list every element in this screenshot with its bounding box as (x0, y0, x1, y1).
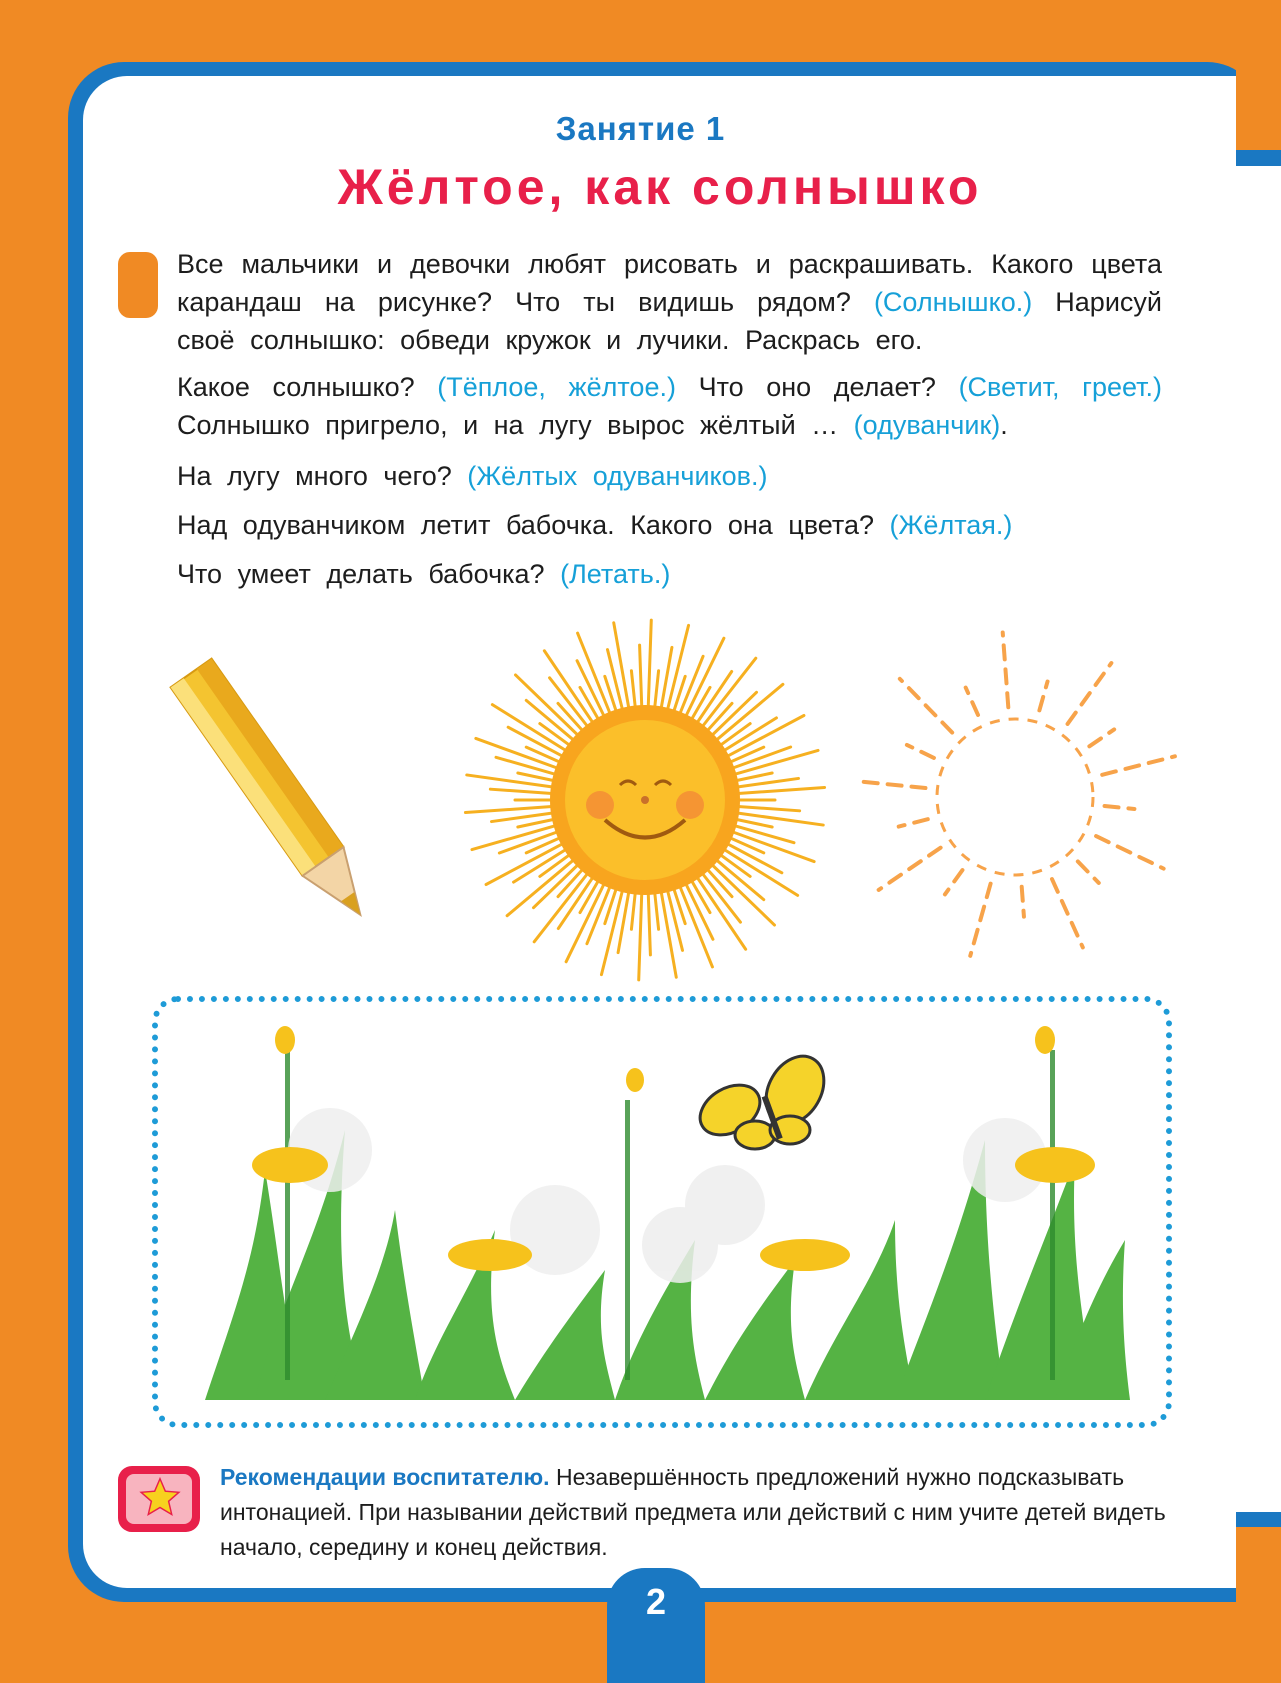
p2-text-3: Солнышко пригрело, и на лугу вырос жёлтый … (177, 410, 854, 440)
p3-text: На лугу много чего? (177, 461, 468, 491)
p1-text: Все мальчики и девочки любят рисовать и раскрашивать. Какого цвета карандаш на рисунке? Что ты видишь рядом? (177, 249, 1162, 317)
p2-answer-3: (одуванчик) (853, 410, 1001, 440)
frame-notch-bottom (1236, 1527, 1281, 1607)
p2-text-1: Какое солнышко? (177, 372, 438, 402)
frame-edge-bottom (1236, 1512, 1281, 1528)
p3-answer: (Жёлтых одуванчиков.) (467, 461, 768, 491)
dashed-sun-outline (860, 625, 1190, 965)
pencil-illustration (160, 650, 400, 950)
page-number: 2 (645, 1581, 667, 1622)
paragraph-4 (177, 506, 1162, 544)
p2-answer-1: (Тёплое, жёлтое.) (437, 372, 676, 402)
star-badge-icon (118, 1466, 200, 1532)
paragraph-3 (177, 457, 1162, 495)
paragraph-1 (177, 245, 1162, 359)
p1-answer: (Солнышко.) (873, 287, 1033, 317)
lesson-number: Занятие 1 (555, 110, 726, 147)
recommendation-text: Незавершённость предложений нужно подсказывать интонацией. При назывании действий предмета или действий с ним учите детей видеть начало, середину и конец действия. (220, 1464, 1166, 1560)
paragraph-2 (177, 368, 1162, 444)
section-marker (118, 252, 158, 318)
p2-answer-2: (Светит, греет.) (958, 372, 1163, 402)
paragraph-5 (177, 555, 1162, 593)
p5-answer: (Летать.) (560, 559, 671, 589)
p2-text-2: Что оно делает? (675, 372, 959, 402)
page-title: Жёлтое, как солнышко (337, 159, 983, 215)
butterfly-icon (691, 1046, 835, 1149)
teacher-recommendation (220, 1460, 1220, 1565)
p5-text: Что умеет делать бабочка? (177, 559, 561, 589)
recommendation-title: Рекомендации воспитателю. (220, 1464, 550, 1490)
p4-answer: (Жёлтая.) (889, 510, 1013, 540)
meadow-illustration (195, 1010, 1135, 1410)
sun-illustration (455, 605, 835, 985)
p2-text-4: . (1000, 410, 1008, 440)
p1-text-2: Нарисуй своё солнышко: обведи кружок и лучики. Раскрась его. (177, 287, 1162, 355)
star-icon (138, 1476, 182, 1520)
p4-text: Над одуванчиком летит бабочка. Какого она цвета? (177, 510, 890, 540)
